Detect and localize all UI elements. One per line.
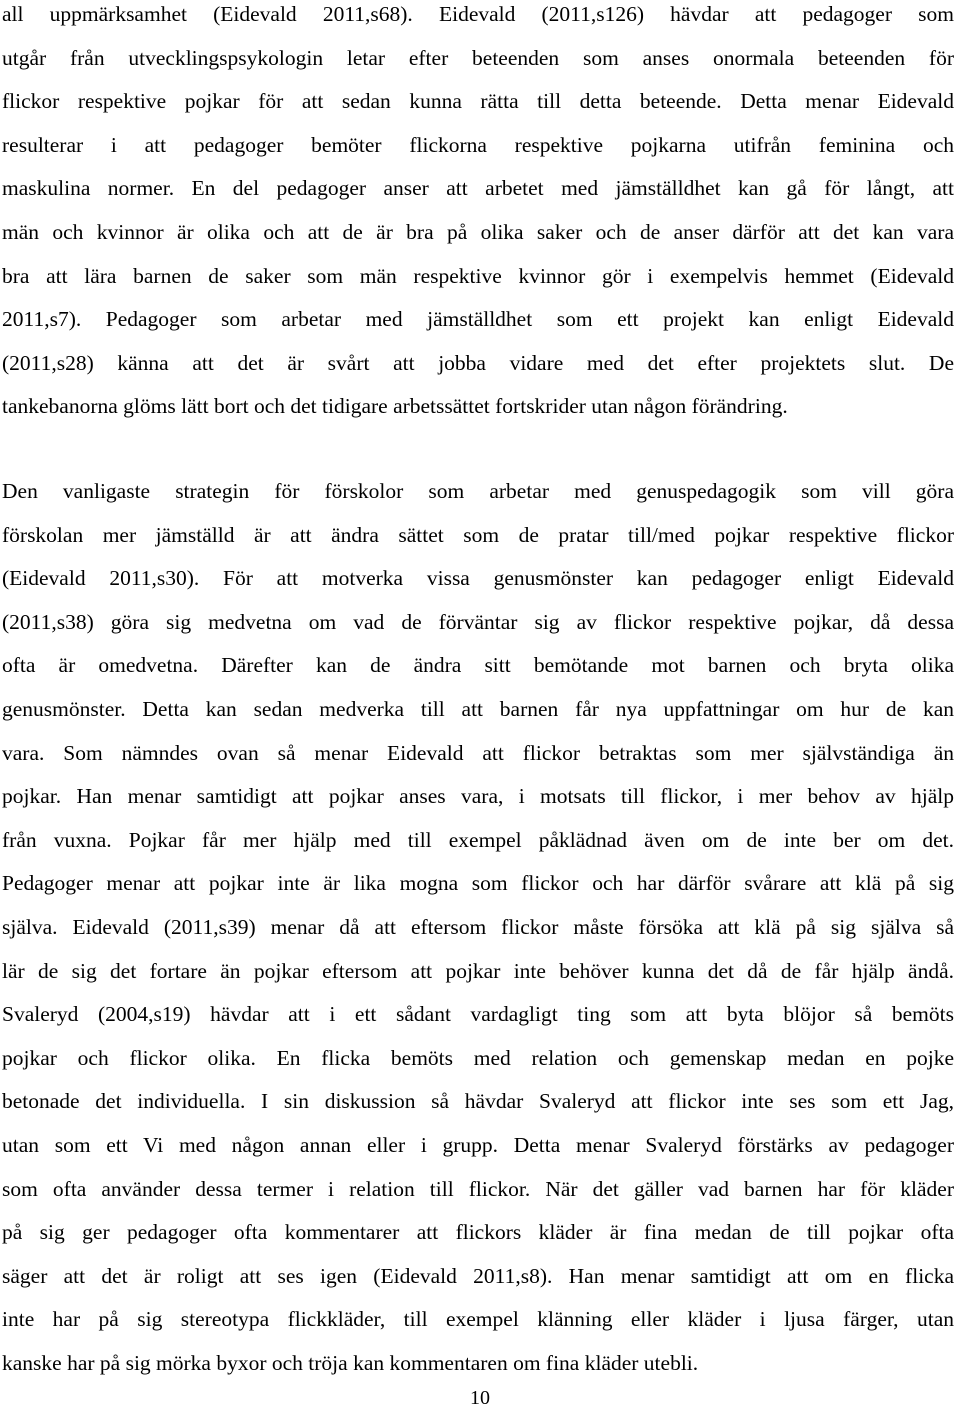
text-line: Svaleryd (2004,s19) hävdar att i ett sådant vardagligt ting som att byta blöjor så bemöts bbox=[2, 1002, 954, 1027]
text-line: flickor respektive pojkar för att sedan kunna rätta till detta beteende. Detta menar Eidevald bbox=[2, 89, 954, 114]
text-line: maskulina normer. En del pedagoger anser att arbetet med jämställdhet kan gå för långt, att bbox=[2, 176, 954, 201]
text-line: (Eidevald 2011,s30). För att motverka vissa genusmönster kan pedagoger enligt Eidevald bbox=[2, 566, 954, 591]
text-line: män och kvinnor är olika och att de är bra på olika saker och de anser därför att det kan vara bbox=[2, 219, 954, 244]
text-line: utan som ett Vi med någon annan eller i grupp. Detta menar Svaleryd förstärks av pedagoger bbox=[2, 1132, 954, 1157]
text-line: betonade det individuella. I sin diskussion så hävdar Svaleryd att flickor inte ses som ett Jag, bbox=[2, 1089, 954, 1114]
text-line: 2011,s7). Pedagoger som arbetar med jämställdhet som ett projekt kan enligt Eidevald bbox=[2, 307, 954, 332]
text-line: utgår från utvecklingspsykologin letar efter beteenden som anses onormala beteenden för bbox=[2, 45, 954, 70]
text-line: ofta är omedvetna. Därefter kan de ändra sitt bemötande mot barnen och bryta olika bbox=[2, 653, 954, 678]
text-line: förskolan mer jämställd är att ändra sättet som de pratar till/med pojkar respektive flickor bbox=[2, 522, 954, 547]
text-line: Den vanligaste strategin för förskolor som arbetar med genuspedagogik som vill göra bbox=[2, 479, 954, 503]
text-line: bra att lära barnen de saker som män respektive kvinnor gör i exempelvis hemmet (Eidevald bbox=[2, 263, 954, 288]
text-line: på sig ger pedagoger ofta kommentarer att flickors kläder är fina medan de till pojkar ofta bbox=[2, 1220, 954, 1245]
text-line: inte har på sig stereotypa flickkläder, till exempel klänning eller kläder i ljusa färger, utan bbox=[2, 1307, 954, 1332]
text-line: kanske har på sig mörka byxor och tröja kan kommentaren om fina kläder utebli. bbox=[2, 1350, 699, 1375]
paragraph bbox=[2, 470, 954, 1385]
text-line: (2011,s38) göra sig medvetna om vad de förväntar sig av flickor respektive pojkar, då dessa bbox=[2, 609, 954, 634]
text-line: tankebanorna glöms lätt bort och det tidigare arbetssättet fortskrider utan någon förändring. bbox=[2, 394, 788, 419]
text-line: (2011,s28) känna att det är svårt att jobba vidare med det efter projektets slut. De bbox=[2, 350, 954, 375]
text-line: som ofta använder dessa termer i relation till flickor. När det gäller vad barnen har för kläder bbox=[2, 1176, 954, 1201]
text-line: från vuxna. Pojkar får mer hjälp med till exempel påklädnad även om de inte ber om det. bbox=[2, 827, 954, 852]
text-line: pojkar. Han menar samtidigt att pojkar anses vara, i motsats till flickor, i mer behov av hjälp bbox=[2, 784, 954, 809]
text-line: genusmönster. Detta kan sedan medverka till att barnen får nya uppfattningar om hur de kan bbox=[2, 696, 954, 721]
text-line: Pedagoger menar att pojkar inte är lika mogna som flickor och har därför svårare att klä på sig bbox=[2, 871, 954, 896]
text-line: säger att det är roligt att ses igen (Eidevald 2011,s8). Han menar samtidigt att om en flicka bbox=[2, 1263, 954, 1288]
text-line: resulterar i att pedagoger bemöter flickorna respektive pojkarna utifrån feminina och bbox=[2, 132, 954, 157]
page-number: 10 bbox=[470, 1387, 490, 1409]
text-line: pojkar och flickor olika. En flicka bemöts med relation och gemenskap medan en pojke bbox=[2, 1045, 954, 1070]
text-line: själva. Eidevald (2011,s39) menar då att eftersom flickor måste försöka att klä på sig själva så bbox=[2, 914, 954, 939]
text-line: vara. Som nämndes ovan så menar Eidevald att flickor betraktas som mer självständiga än bbox=[2, 740, 954, 765]
text-line: all uppmärksamhet (Eidevald 2011,s68). Eidevald (2011,s126) hävdar att pedagoger som bbox=[2, 2, 954, 26]
text-line: lär de sig det fortare än pojkar eftersom att pojkar inte behöver kunna det då de får hjälp ändå. bbox=[2, 958, 954, 983]
paragraph bbox=[2, 0, 954, 429]
